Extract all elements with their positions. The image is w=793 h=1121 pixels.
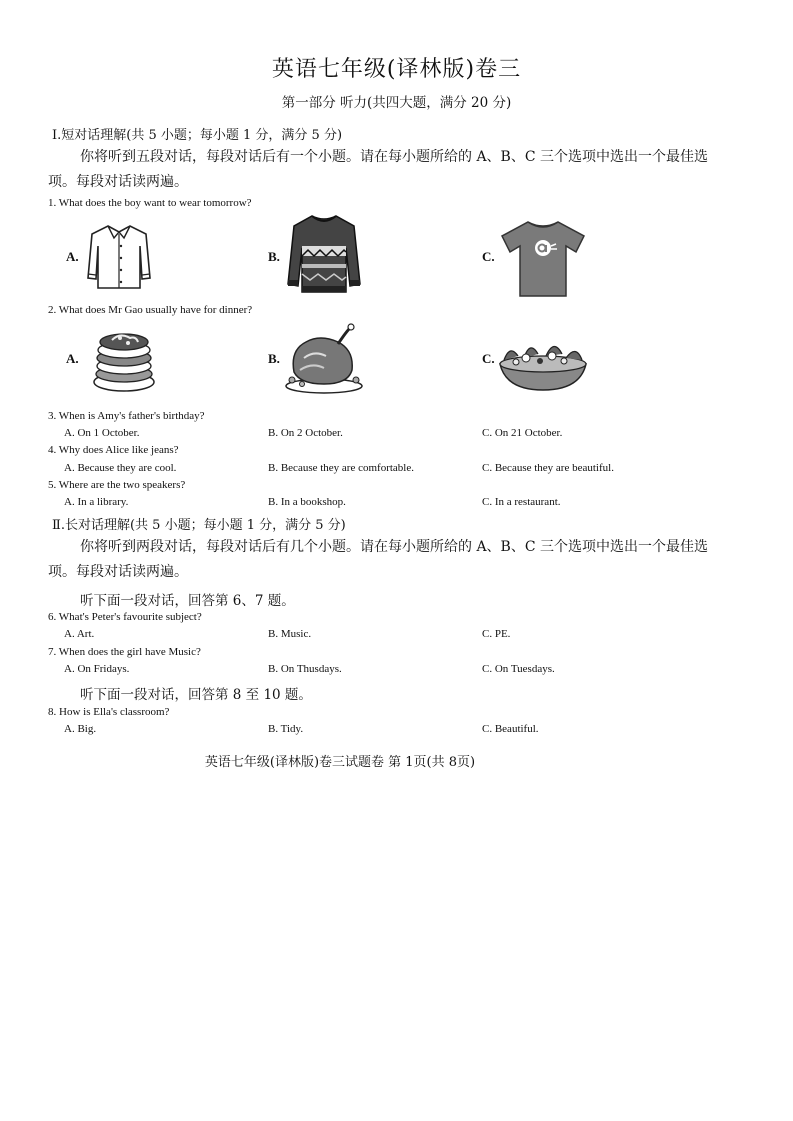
question-6-text: 6. What's Peter's favourite subject? (48, 611, 202, 623)
q4-option-b[interactable]: B. Because they are comfortable. (268, 462, 414, 474)
pancakes-icon (90, 324, 158, 394)
q3-option-b[interactable]: B. On 2 October. (268, 427, 343, 439)
section1-heading: Ⅰ.短对话理解(共 5 小题；每小题 1 分，满分 5 分) (52, 128, 343, 143)
q7-option-c[interactable]: C. On Tuesdays. (482, 663, 555, 675)
section2-instruction-line2: 项。每段对话读两遍。 (48, 564, 188, 580)
dialogue-1-instruction: 听下面一段对话，回答第 6、7 题。 (80, 593, 295, 609)
shirt-icon (86, 222, 152, 292)
question-3-text: 3. When is Amy's father's birthday? (48, 410, 205, 422)
section2-instruction-line1: 你将听到两段对话，每段对话后有几个小题。请在每小题所给的 A、B、C 三个选项中选出一个最佳选 (80, 539, 709, 555)
q3-option-a[interactable]: A. On 1 October. (64, 427, 140, 439)
q6-option-a[interactable]: A. Art. (64, 628, 95, 640)
question-7-text: 7. When does the girl have Music? (48, 646, 201, 658)
q2-option-b-letter: B. (268, 351, 280, 366)
salad-icon (496, 334, 590, 394)
question-1-text: 1. What does the boy want to wear tomorrow? (48, 197, 252, 209)
q1-option-c-letter: C. (482, 249, 495, 264)
q5-option-a[interactable]: A. In a library. (64, 496, 129, 508)
sweater-icon (286, 212, 362, 296)
dialogue-2-instruction: 听下面一段对话，回答第 8 至 10 题。 (80, 687, 312, 703)
q2-option-a-letter: A. (66, 351, 79, 366)
q8-option-b[interactable]: B. Tidy. (268, 723, 304, 735)
q7-option-a[interactable]: A. On Fridays. (64, 663, 130, 675)
question-2-text: 2. What does Mr Gao usually have for dinner? (48, 304, 253, 316)
q6-option-b[interactable]: B. Music. (268, 628, 312, 640)
q1-option-b-letter: B. (268, 249, 280, 264)
page-subtitle: 第一部分 听力(共四大题，满分 20 分) (281, 95, 512, 111)
question-8-text: 8. How is Ella's classroom? (48, 706, 170, 718)
section2-heading: Ⅱ.长对话理解(共 5 小题；每小题 1 分，满分 5 分) (52, 518, 346, 533)
section1-instruction-line2: 项。每段对话读两遍。 (48, 174, 188, 190)
page-title: 英语七年级(译林版)卷三 (271, 57, 522, 82)
q3-option-c[interactable]: C. On 21 October. (482, 427, 563, 439)
roast-chicken-icon (284, 322, 364, 396)
q1-option-a-letter: A. (66, 249, 79, 264)
question-4-text: 4. Why does Alice like jeans? (48, 444, 179, 456)
q8-option-c[interactable]: C. Beautiful. (482, 723, 539, 735)
q7-option-b[interactable]: B. On Thusdays. (268, 663, 342, 675)
q2-option-c-letter: C. (482, 351, 495, 366)
q5-option-b[interactable]: B. In a bookshop. (268, 496, 346, 508)
section1-instruction-line1: 你将听到五段对话，每段对话后有一个小题。请在每小题所给的 A、B、C 三个选项中选出一个最佳选 (80, 149, 709, 165)
q4-option-c[interactable]: C. Because they are beautiful. (482, 462, 614, 474)
q8-option-a[interactable]: A. Big. (64, 723, 97, 735)
q6-option-c[interactable]: C. PE. (482, 628, 511, 640)
q5-option-c[interactable]: C. In a restaurant. (482, 496, 561, 508)
page-footer: 英语七年级(译林版)卷三试题卷 第 1页(共 8页) (204, 755, 476, 770)
t-shirt-icon (500, 218, 586, 298)
question-5-text: 5. Where are the two speakers? (48, 479, 186, 491)
q4-option-a[interactable]: A. Because they are cool. (64, 462, 177, 474)
